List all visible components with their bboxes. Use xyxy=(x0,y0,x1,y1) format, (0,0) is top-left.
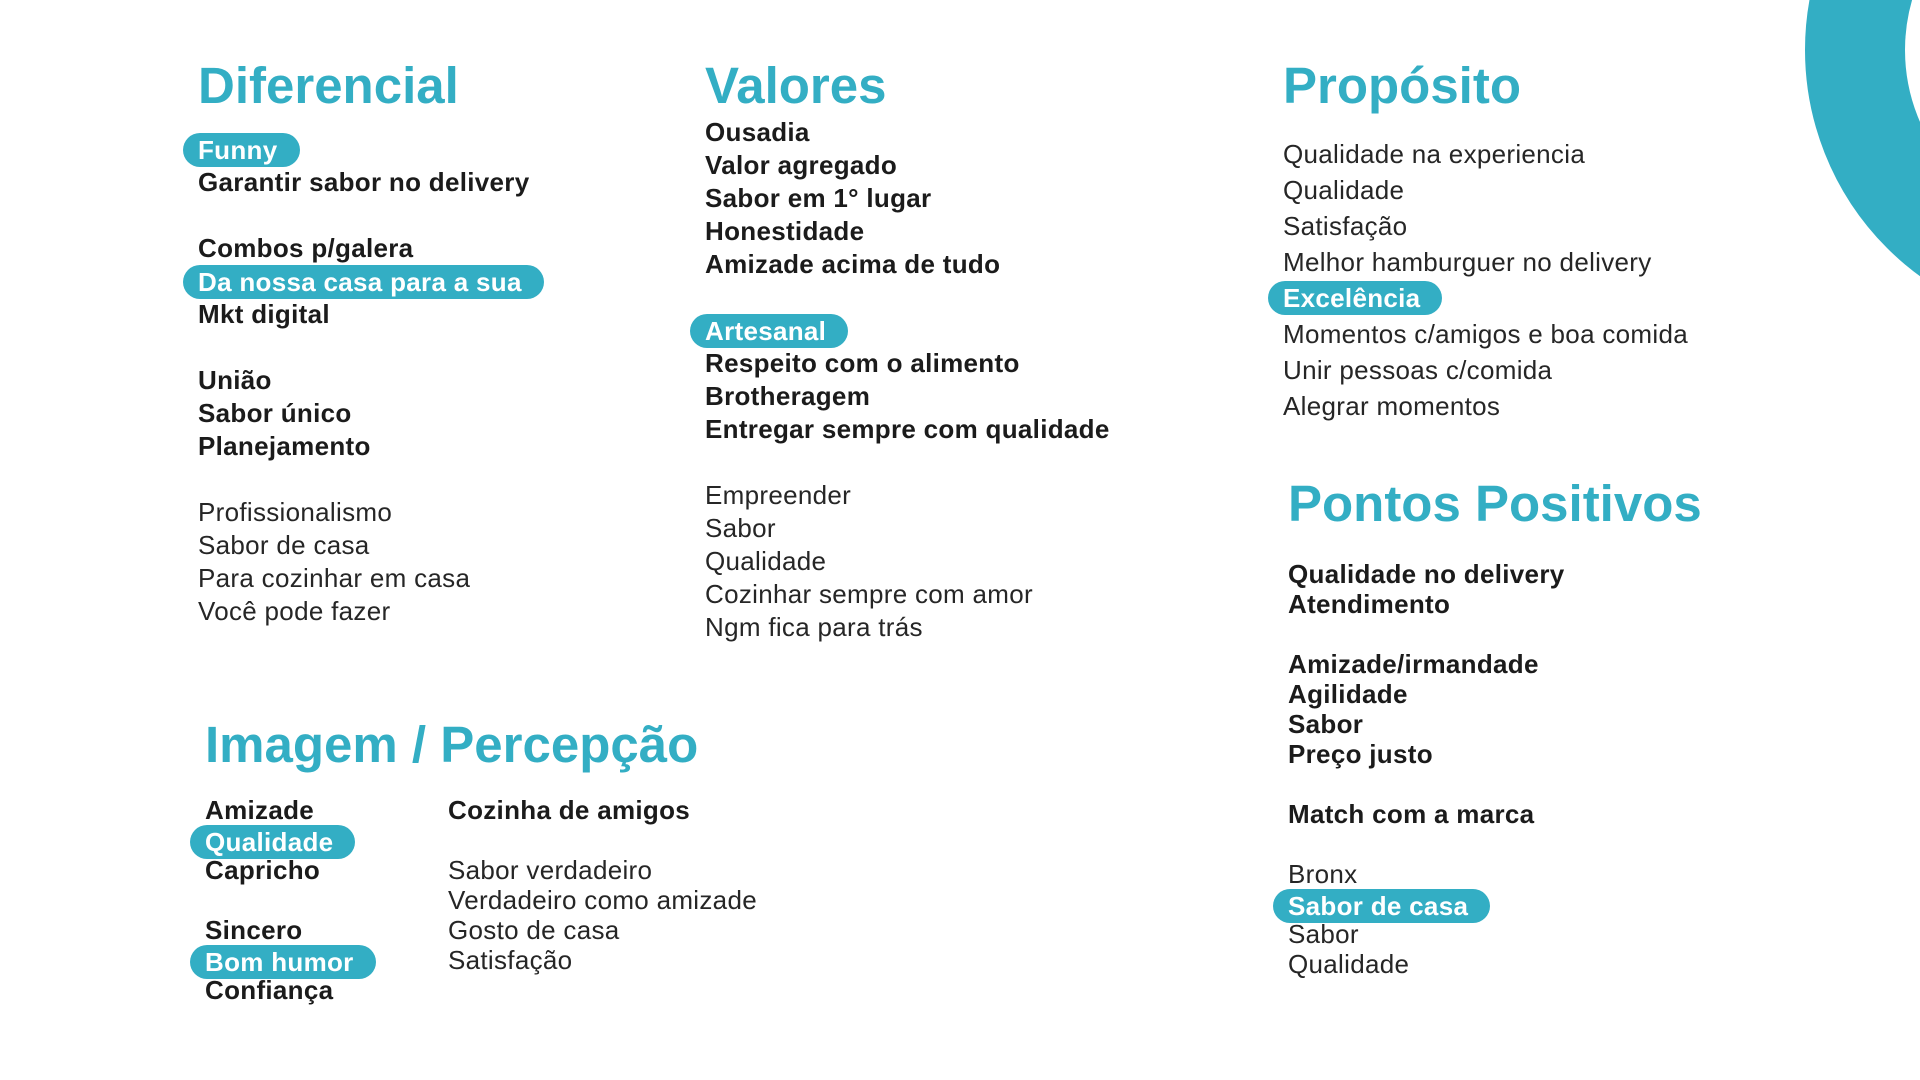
section-valores xyxy=(705,56,1110,644)
list-item: Qualidade xyxy=(705,546,827,576)
proposito-list xyxy=(1283,136,1688,424)
list-item: Cozinha de amigos xyxy=(448,795,691,825)
section-title: Valores xyxy=(705,57,887,114)
highlighted-item xyxy=(190,825,376,855)
list-item: Atendimento xyxy=(1288,589,1451,619)
list-item: Satisfação xyxy=(448,945,573,975)
list-item: Amizade acima de tudo xyxy=(705,249,1001,279)
list-item: União xyxy=(198,365,272,395)
list-item: Sabor xyxy=(1288,709,1364,739)
list-item: Valor agregado xyxy=(705,150,898,180)
list-item: Planejamento xyxy=(198,431,371,461)
list-item: Sabor xyxy=(1288,919,1359,949)
list-item: Qualidade xyxy=(1283,175,1405,205)
list-item: Mkt digital xyxy=(198,299,330,329)
list-item: Ngm fica para trás xyxy=(705,612,923,642)
list-item: Profissionalismo xyxy=(198,497,393,527)
list-item: Sabor único xyxy=(198,398,352,428)
highlight-pill: Bom humor xyxy=(190,945,376,979)
list-item: Gosto de casa xyxy=(448,915,620,945)
list-item: Match com a marca xyxy=(1288,799,1535,829)
list-item: Confiança xyxy=(205,975,334,1005)
highlight-pill: Excelência xyxy=(1268,281,1442,315)
highlight-pill: Sabor de casa xyxy=(1273,889,1490,923)
section-title: Imagem / Percepção xyxy=(205,716,699,773)
list-item: Capricho xyxy=(205,855,321,885)
highlight-pill: Qualidade xyxy=(190,825,355,859)
highlighted-item xyxy=(183,265,544,298)
list-item: Brotheragem xyxy=(705,381,871,411)
list-item: Qualidade xyxy=(1288,949,1410,979)
highlighted-item xyxy=(690,314,1110,347)
diferencial-list xyxy=(198,133,544,628)
list-spacer xyxy=(1288,829,1702,859)
list-item: Garantir sabor no delivery xyxy=(198,167,530,197)
decorative-ring xyxy=(1805,0,1920,330)
section-title: Pontos Positivos xyxy=(1288,475,1702,532)
list-item: Sabor verdadeiro xyxy=(448,855,653,885)
list-item: Honestidade xyxy=(705,216,865,246)
list-item: Alegrar momentos xyxy=(1283,391,1501,421)
list-item: Empreender xyxy=(705,480,852,510)
list-item: Sabor xyxy=(705,513,776,543)
imagem-right-list xyxy=(448,795,757,975)
highlighted-item xyxy=(1268,280,1688,316)
section-title: Propósito xyxy=(1283,57,1521,114)
list-item: Sincero xyxy=(205,915,303,945)
highlighted-item xyxy=(1273,889,1702,919)
list-spacer xyxy=(1288,769,1702,799)
list-item: Você pode fazer xyxy=(198,596,391,626)
list-spacer xyxy=(705,281,1110,314)
list-spacer xyxy=(1288,619,1702,649)
section-imagem-percepcao xyxy=(205,715,757,1005)
list-item: Preço justo xyxy=(1288,739,1433,769)
list-item: Para cozinhar em casa xyxy=(198,563,471,593)
section-proposito xyxy=(1283,56,1688,424)
imagem-left-list xyxy=(205,795,376,1005)
highlighted-item xyxy=(190,945,376,975)
highlighted-item xyxy=(183,133,544,166)
list-item: Qualidade no delivery xyxy=(1288,559,1565,589)
highlight-pill: Funny xyxy=(183,133,300,167)
list-item: Combos p/galera xyxy=(198,233,414,263)
list-spacer xyxy=(198,463,544,496)
list-item: Bronx xyxy=(1288,859,1358,889)
list-item: Unir pessoas c/comida xyxy=(1283,355,1553,385)
list-item: Verdadeiro como amizade xyxy=(448,885,757,915)
list-spacer xyxy=(198,199,544,232)
list-item: Qualidade na experiencia xyxy=(1283,139,1586,169)
list-item: Ousadia xyxy=(705,117,810,147)
list-spacer xyxy=(205,885,376,915)
list-item: Respeito com o alimento xyxy=(705,348,1020,378)
list-spacer xyxy=(198,331,544,364)
pontos-positivos-list xyxy=(1288,559,1702,979)
valores-list xyxy=(705,116,1110,644)
section-pontos-positivos xyxy=(1288,474,1702,979)
list-spacer xyxy=(448,825,757,855)
list-spacer xyxy=(705,446,1110,479)
highlight-pill: Da nossa casa para a sua xyxy=(183,265,544,299)
section-title: Diferencial xyxy=(198,57,459,114)
list-item: Amizade xyxy=(205,795,315,825)
list-item: Sabor de casa xyxy=(198,530,370,560)
list-item: Agilidade xyxy=(1288,679,1408,709)
list-item: Amizade/irmandade xyxy=(1288,649,1539,679)
highlight-pill: Artesanal xyxy=(690,314,848,348)
list-item: Entregar sempre com qualidade xyxy=(705,414,1110,444)
section-diferencial xyxy=(198,56,544,628)
list-item: Sabor em 1° lugar xyxy=(705,183,932,213)
list-item: Momentos c/amigos e boa comida xyxy=(1283,319,1688,349)
list-item: Cozinhar sempre com amor xyxy=(705,579,1033,609)
list-item: Melhor hamburguer no delivery xyxy=(1283,247,1652,277)
list-item: Satisfação xyxy=(1283,211,1408,241)
